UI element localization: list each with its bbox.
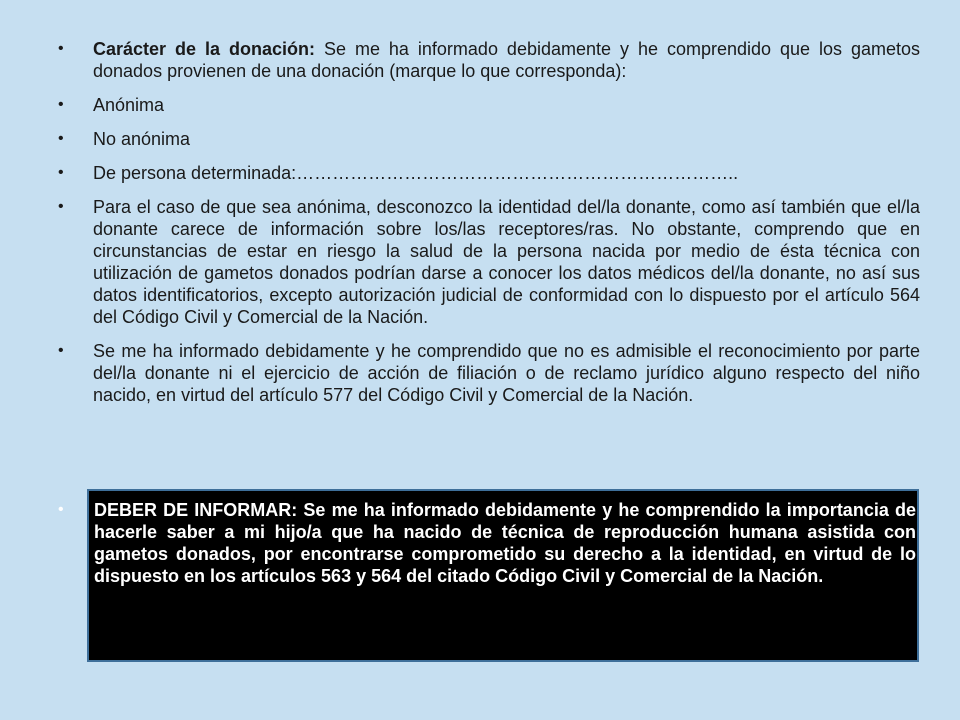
filiation-clause-text: Se me ha informado debidamente y he comprendido que no es admisible el reconocimiento por parte del/la donante ni el ejercicio de acción de filiación o de reclamo jurídico alguno respecto del niño nacido, en virtud del artículo 577 del Código Civil y Comercial de la Nación. — [93, 341, 920, 405]
duty-to-inform-box — [87, 489, 919, 662]
bullet-item-donation-type — [58, 38, 920, 82]
option-anonymous: Anónima — [93, 95, 165, 115]
option-not-anonymous: No anónima — [93, 129, 191, 149]
bullet-dot-icon: • — [58, 501, 64, 518]
bullet-dot-icon: • — [58, 198, 64, 215]
donation-type-text: Se me ha informado debidamente y he comprendido que los gametos donados provienen de una donación (marque lo que corresponda): — [93, 39, 921, 81]
bullet-dot-icon: • — [58, 96, 64, 113]
bullet-item-filiation-clause — [58, 340, 920, 406]
bullet-item-anonymity-clause — [58, 196, 920, 328]
bullet-dot-icon: • — [58, 130, 64, 147]
donation-type-heading: Carácter de la donación: — [93, 39, 315, 59]
anonymity-clause-text: Para el caso de que sea anónima, desconozco la identidad del/la donante, como así también que el/la donante carece de información sobre los/las receptores/ras. No obstante, comprendo que en circunstancias de estar en riesgo la salud de la persona nacida por medio de ésta técnica con utilización de gametos donados podrían darse a conocer los datos médicos del/la donante, no así sus datos identificatorios, excepto autorización judicial de conformidad con lo dispuesto por el artículo 564 del Código Civil y Comercial de la Nación. — [93, 197, 920, 327]
duty-to-inform-text: DEBER DE INFORMAR: Se me ha informado debidamente y he comprendido la importancia de hacerle saber a mi hijo/a que ha nacido de técnica de reproducción humana asistida con gametos donados, por encontrarse comprometido su derecho a la identidad, en virtud de lo dispuesto en los artículos 563 y 564 del citado Código Civil y Comercial de la Nación. — [94, 500, 916, 586]
bullet-list — [58, 38, 920, 418]
bullet-dot-icon: • — [58, 164, 64, 181]
bullet-item-anonymous — [58, 94, 920, 116]
bullet-dot-icon: • — [58, 40, 64, 57]
bullet-item-not-anonymous — [58, 128, 920, 150]
option-specific-person: De persona determinada:……………………………………………………………….. — [93, 163, 739, 183]
bullet-dot-icon: • — [58, 342, 64, 359]
bullet-item-specific-person — [58, 162, 920, 184]
